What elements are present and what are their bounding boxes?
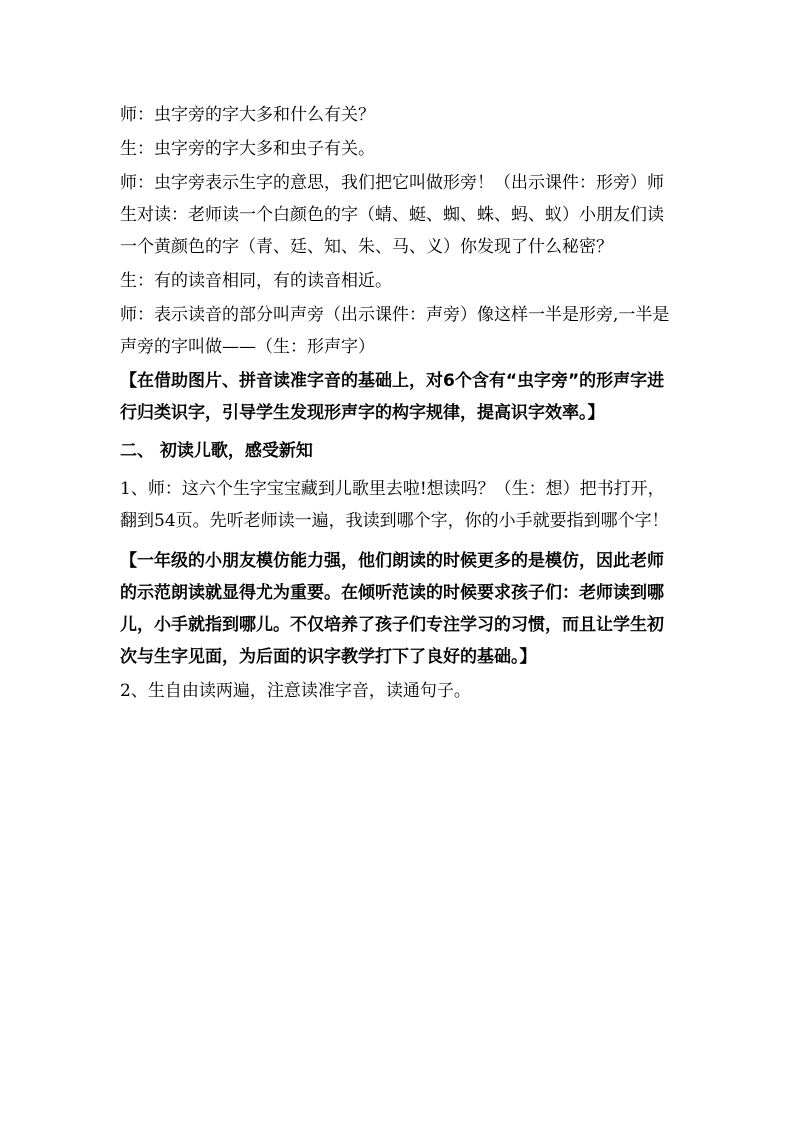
teaching-note-paragraph: 【在借助图片、拼音读准字音的基础上，对6个含有“虫字旁”的形声字进行归类识字，引导学生发现形声字的构字规律，提高识字效率。】 <box>120 371 665 423</box>
practice-instruction-paragraph: 2、生自由读两遍，注意读准字音，读通句子。 <box>120 681 471 701</box>
student-answer-paragraph: 生：虫字旁的字大多和虫子有关。 <box>120 139 375 159</box>
teaching-note-paragraph-2: 【一年级的小朋友模仿能力强，他们朗读的时候更多的是模仿，因此老师的示范朗读就显得尤为重要。在倾听范读的时候要求孩子们：老师读到哪儿，小手就指到哪儿。不仅培养了孩子们专注学习的习惯，而且让学生初次与生字见面，为后面的识字教学打下了良好的基础。】 <box>120 551 664 667</box>
section-heading: 二、 初读儿歌，感受新知 <box>120 441 313 461</box>
teacher-explanation-paragraph: 师：虫字旁表示生字的意思，我们把它叫做形旁！（出示课件：形旁）师生对读：老师读一个白颜色的字（蜻、蜓、蜘、蛛、蚂、蚁）小朋友们读一个黄颜色的字（青、廷、知、朱、马、义）你发现了什么秘密？ <box>120 173 664 257</box>
document-body <box>120 99 680 707</box>
student-observation-paragraph: 生：有的读音相同，有的读音相近。 <box>120 271 392 291</box>
teacher-question-paragraph: 师：虫字旁的字大多和什么有关？ <box>120 105 375 125</box>
teacher-summary-paragraph: 师：表示读音的部分叫声旁（出示课件：声旁）像这样一半是形旁,一半是声旁的字叫做——（生：形声字） <box>120 305 670 357</box>
reading-instruction-paragraph: 1、师：这六个生字宝宝藏到儿歌里去啦!想读吗？（生：想）把书打开，翻到54页。先听老师读一遍，我读到哪个字，你的小手就要指到哪个字！ <box>120 479 669 531</box>
